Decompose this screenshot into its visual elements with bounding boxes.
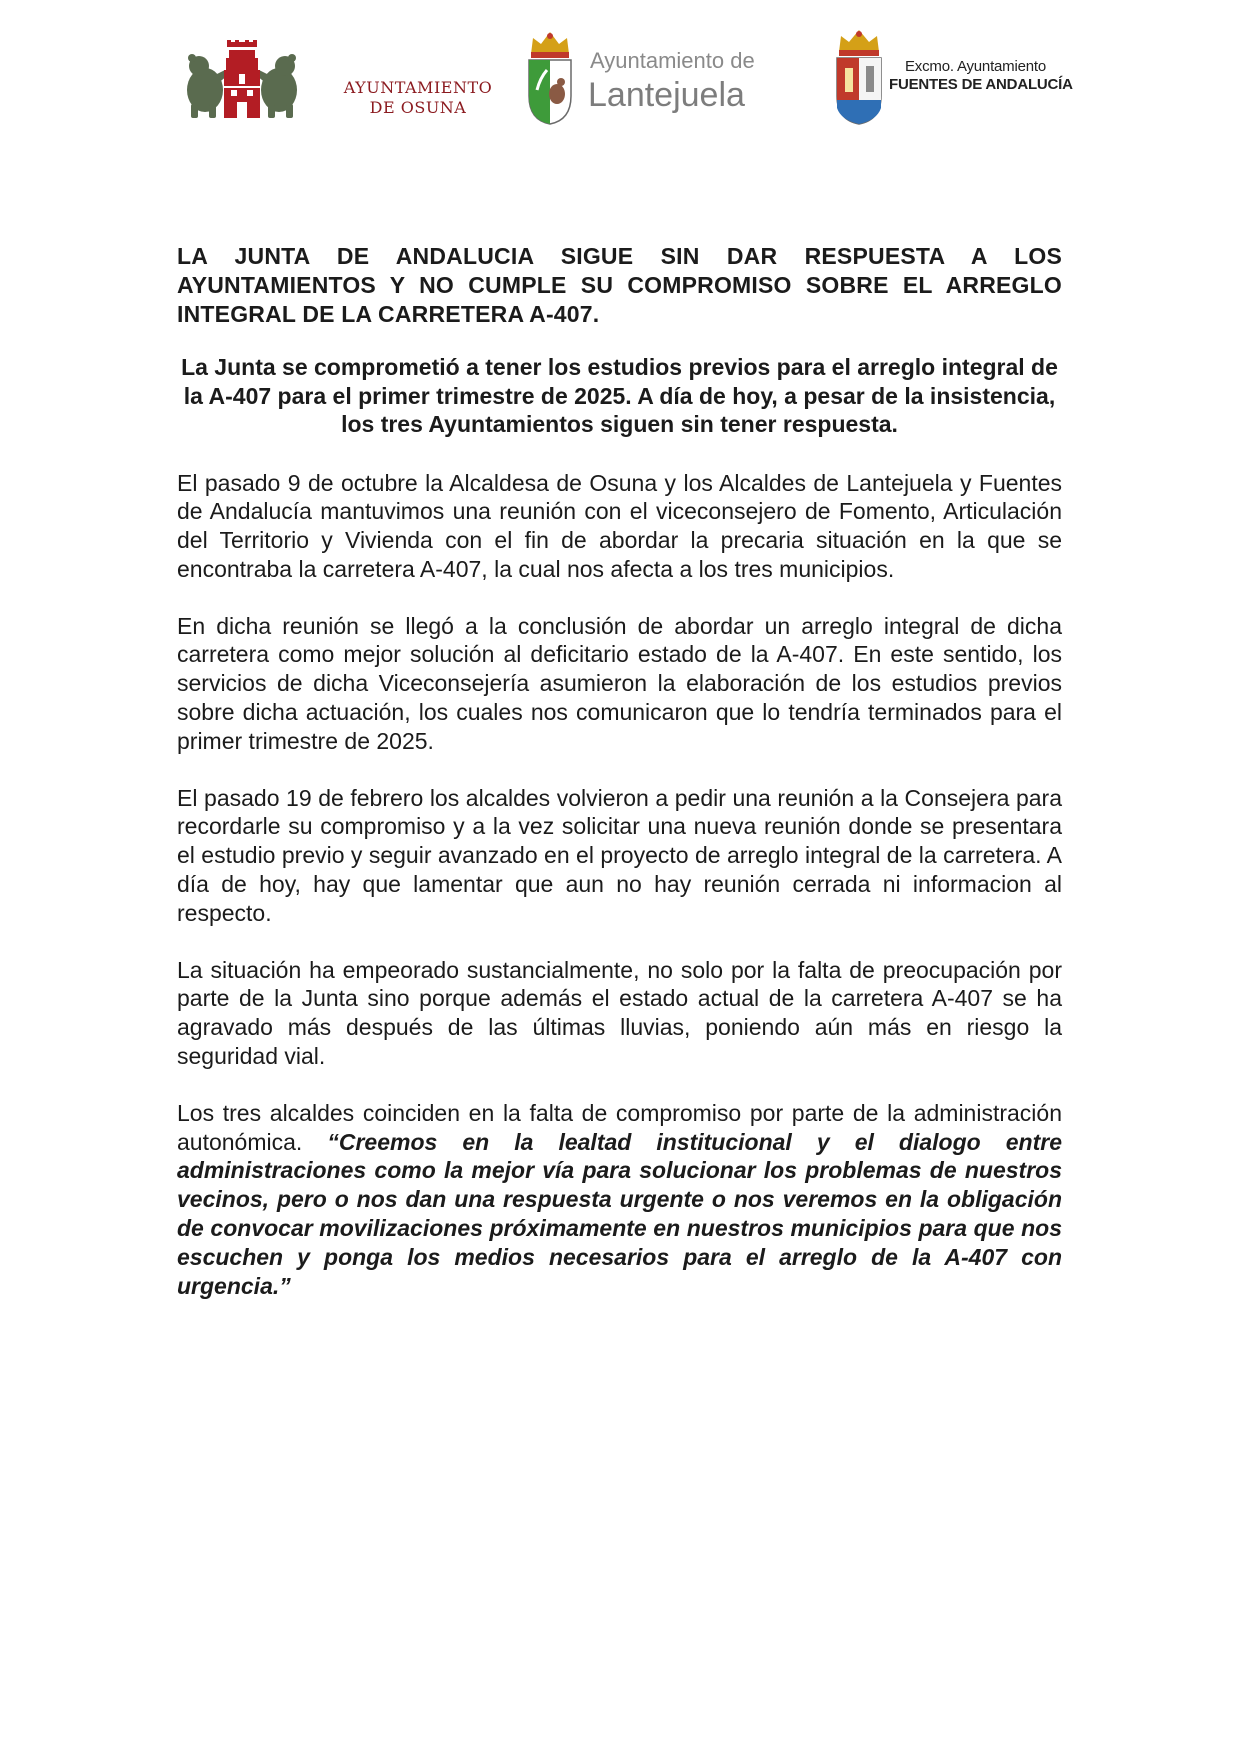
paragraph-2: En dicha reunión se llegó a la conclusión de abordar un arreglo integral de dicha carretera como mejor solución al deficitario estado de la A-407. En este sentido, los servicios de dicha Viceconsejería asumieron la elaboración de los estudios previos sobre dicha actuación, los cuales nos comunicaron que lo tendría terminados para el primer trimestre de 2025. xyxy=(177,612,1062,754)
lantejuela-line2: Lantejuela xyxy=(588,76,745,114)
lantejuela-line1: Ayuntamiento de xyxy=(590,48,755,73)
paragraph-1: El pasado 9 de octubre la Alcaldesa de Osuna y los Alcaldes de Lantejuela y Fuentes de Andalucía mantuvimos una reunión con el viceconsejero de Fomento, Articulación del Territorio y Vivienda con el fin de abordar la precaria situación en la que se encontraba la carretera A-407, la cual nos afecta a los tres municipios. xyxy=(177,469,1062,582)
fuentes-logo xyxy=(833,28,1073,126)
paragraph-4: La situación ha empeorado sustancialmente, no solo por la falta de preocupación por parte de la Junta sino porque además el estado actual de la carretera A-407 se ha agravado más después de las últimas lluvias, poniendo aún más en riesgo la seguridad vial. xyxy=(177,956,1062,1070)
closing-text: Los tres alcaldes coinciden en la falta de compromiso por parte de la administración autonómica. xyxy=(177,1099,1062,1155)
osuna-coat-of-arms-icon xyxy=(183,40,301,120)
closing-paragraph xyxy=(177,1099,1062,1301)
fuentes-line2: FUENTES DE ANDALUCÍA xyxy=(889,76,1073,93)
subheadline: La Junta se comprometió a tener los estudios previos para el arreglo integral de la A-407 para el primer trimestre de 2025. A día de hoy, a pesar de la insistencia, los tres Ayuntamientos siguen sin tener respuesta. xyxy=(181,354,1058,437)
closing-quote: “Creemos en la lealtad institucional y el dialogo entre administraciones como la mejor vía para solucionar los problemas de nuestros vecinos, pero o nos dan una respuesta urgente o nos veremos en la obligación de convocar movilizaciones próximamente en nuestros municipios para que nos escuchen y ponga los medios necesarios para el arreglo de la A-407 con urgencia.” xyxy=(177,1128,1062,1299)
header-logos xyxy=(0,26,1241,126)
headline: LA JUNTA DE ANDALUCIA SIGUE SIN DAR RESPUESTA A LOS AYUNTAMIENTOS Y NO CUMPLE SU COMPROMISO SOBRE EL ARREGLO INTEGRAL DE LA CARRETERA A-407. xyxy=(177,243,1062,327)
document-body xyxy=(177,242,1062,1300)
fuentes-coat-of-arms-icon xyxy=(833,28,885,126)
fuentes-line1: Excmo. Ayuntamiento xyxy=(905,58,1046,75)
paragraph-3: El pasado 19 de febrero los alcaldes volvieron a pedir una reunión a la Consejera para recordarle su compromiso y a la vez solicitar una nueva reunión donde se presentara el estudio previo y seguir avanzado en el proyecto de arreglo integral de la carretera. A día de hoy, hay que lamentar que aun no hay reunión cerrada ni informacion al respecto. xyxy=(177,784,1062,926)
osuna-name: AYUNTAMIENTO DE OSUNA xyxy=(343,78,493,117)
osuna-logo xyxy=(183,40,493,120)
lantejuela-coat-of-arms-icon xyxy=(525,30,575,126)
lantejuela-logo xyxy=(525,30,775,126)
